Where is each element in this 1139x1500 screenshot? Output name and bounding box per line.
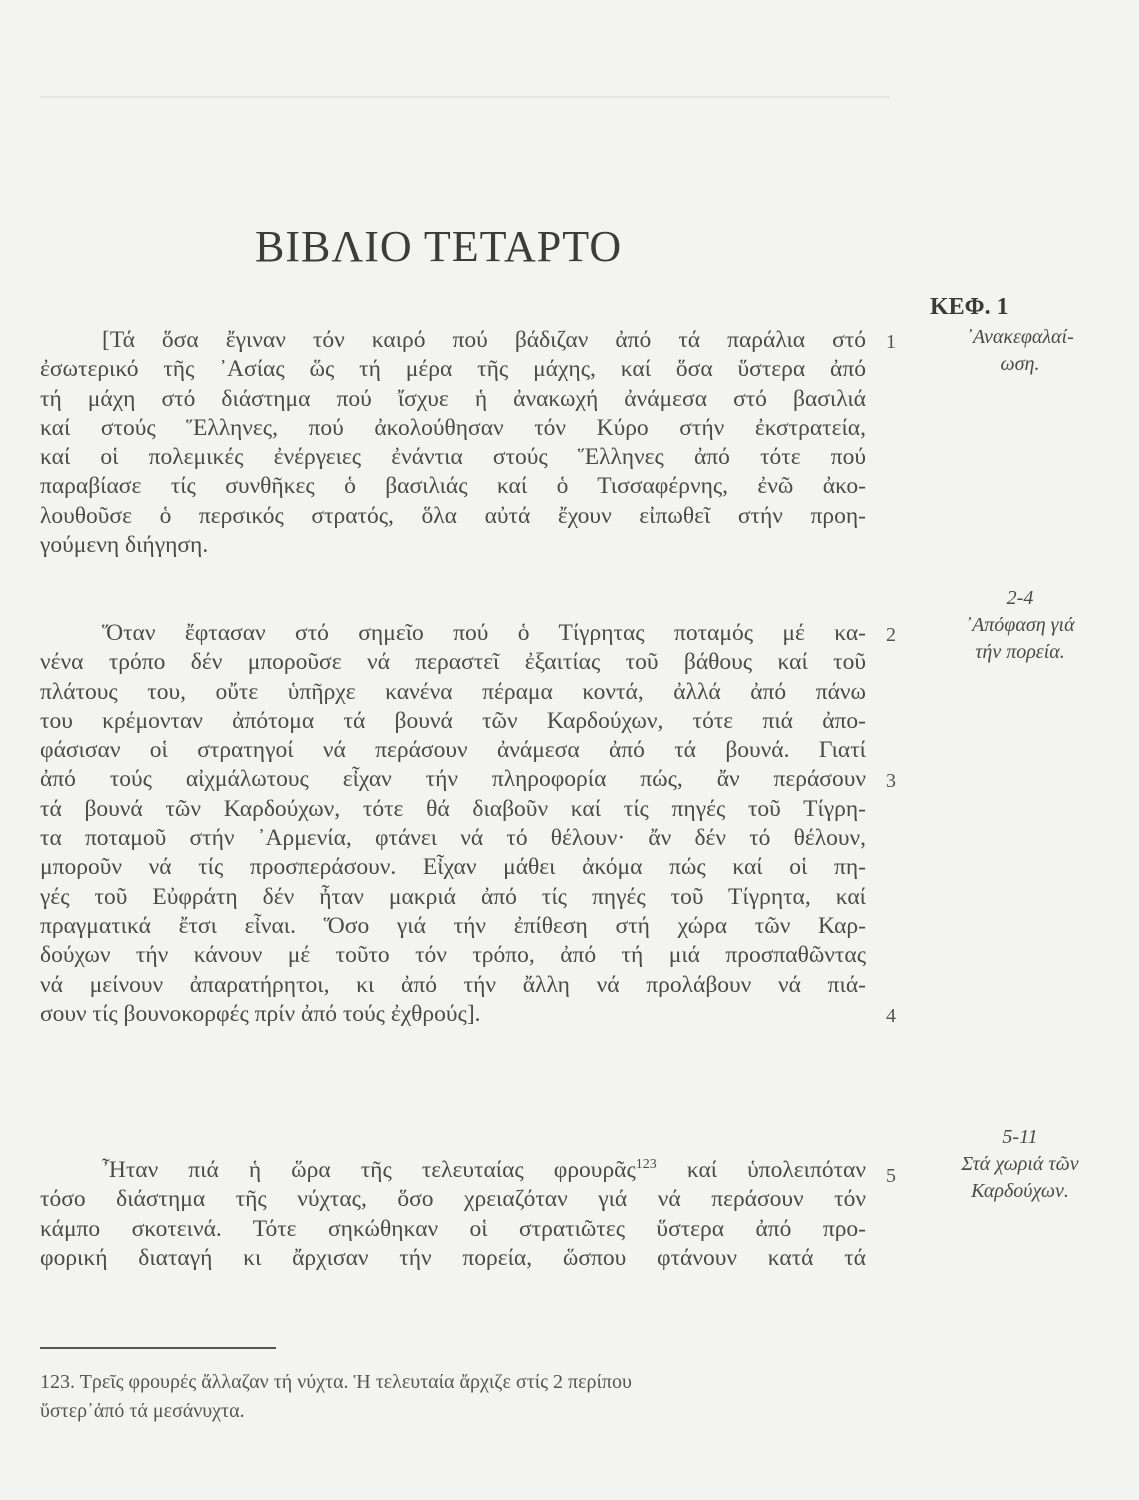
margin-note-range: 5-11 [1002,1126,1038,1148]
text-line: τά βουνά τῶν Καρδούχων, τότε θά διαβοῦν καί τίς πηγές τοῦ Τίγρη- [40,795,866,822]
text-line: Ὅταν ἔφτασαν στό σημεῖο πού ὁ Τίγρητας ποταμός μέ κα- [102,620,866,646]
verse-number: 2 [886,624,896,646]
footnote-reference[interactable]: 123 [635,1157,657,1173]
verse-number: 3 [886,770,896,792]
text-line: κάμπο σκοτεινά. Τότε σηκώθηκαν οἱ στρατιῶτες ὕστερα ἀπό προ- [40,1215,866,1242]
margin-note-summary [925,324,1115,378]
text-line [40,1156,866,1185]
paragraph-3 [40,1156,866,1273]
text-line: ἐσωτερικό τῆς ᾿Ασίας ὥς τή μέρα τῆς μάχης, καί ὅσα ὕστερα ἀπό [40,356,866,383]
text-line: νένα τρόπο δέν μποροῦσε νά περαστεῖ ἐξαιτίας τοῦ βάθους καί τοῦ [40,649,866,676]
chapter-label: ΚΕΦ. 1 [930,294,1009,320]
verse-number: 5 [886,1165,896,1187]
text-line: [Τά ὅσα ἔγιναν τόν καιρό πού βάδιζαν ἀπό τά παράλια στό [102,327,866,353]
margin-note-villages [925,1124,1115,1205]
book-title: ΒΙΒΛΙΟ ΤΕΤΑΡΤΟ [255,222,623,271]
text-line: καί στούς Ἕλληνες, πού ἀκολούθησαν τόν Κύρο στήν ἐκστρατεία, [40,414,866,441]
paragraph-1 [40,326,866,560]
margin-note-decision [925,585,1115,666]
margin-note-line: ωση. [1000,353,1040,375]
text-run: Ἦταν πιά ἡ ὥρα τῆς τελευταίας φρουρᾶς [102,1157,636,1183]
margin-note-line: ᾿Ανακεφαλαί- [966,326,1074,348]
margin-note-line: Στά χωριά τῶν [961,1153,1079,1175]
text-line: ἀπό τούς αἰχμάλωτους εἶχαν τήν πληροφορία πώς, ἄν περάσουν [40,766,866,793]
text-line: λουθοῦσε ὁ περσικός στρατός, ὅλα αὐτά ἔχουν εἰπωθεῖ στήν προη- [40,502,866,529]
margin-note-line: Καρδούχων. [971,1180,1069,1202]
margin-note-line: τήν πορεία. [975,641,1065,663]
footnote-line: ὕστερ᾿ἀπό τά μεσάνυχτα. [40,1400,245,1422]
text-run: καί ὑπολειπόταν [656,1157,866,1183]
text-line: του κρέμονταν ἀπότομα τά βουνά τῶν Καρδούχων, τότε πιά ἀπο- [40,707,866,734]
footnote-line: 123. Τρεῖς φρουρές ἄλλαζαν τή νύχτα. Ἡ τελευταία ἄρχιζε στίς 2 περίπου [40,1371,632,1393]
margin-note-range: 2-4 [1006,587,1034,609]
text-line: φορική διαταγή κι ἄρχισαν τήν πορεία, ὥσπου φτάνουν κατά τά [40,1244,866,1271]
text-line: δούχων τήν κάνουν μέ τοῦτο τόν τρόπο, ἀπό τή μιά προσπαθῶντας [40,942,866,969]
text-line: τα ποταμοῦ στήν ᾿Αρμενία, φτάνει νά τό θέλουν· ἄν δέν τό θέλουν, [40,825,866,852]
text-line: πλάτους του, οὔτε ὑπῆρχε κανένα πέραμα κοντά, ἀλλά ἀπό πάνω [40,678,866,705]
text-line: καί οἱ πολεμικές ἐνέργειες ἐνάντια στούς Ἕλληνες ἀπό τότε πού [40,444,866,471]
text-line: πραγματικά ἔτσι εἶναι. Ὅσο γιά τήν ἐπίθεση στή χώρα τῶν Καρ- [40,912,866,939]
text-line: τόσο διάστημα τῆς νύχτας, ὅσο χρειαζόταν γιά νά περάσουν τόν [40,1186,866,1213]
text-line: γούμενη διήγηση. [40,532,209,559]
verse-number: 4 [886,1005,896,1027]
bleed-through-rule [40,96,890,98]
footnote-divider [40,1347,276,1349]
verse-number: 1 [886,331,896,353]
text-line: σουν τίς βουνοκορφές πρίν ἀπό τούς ἐχθρούς]. [40,1000,481,1027]
margin-note-line: ᾿Απόφαση γιά [965,614,1075,636]
text-line: νά μείνουν ἀπαρατήρητοι, κι ἀπό τήν ἄλλη νά προλάβουν νά πιά- [40,971,866,998]
text-line: φάσισαν οἱ στρατηγοί νά περάσουν ἀνάμεσα ἀπό τά βουνά. Γιατί [40,737,866,764]
text-line: παραβίασε τίς συνθῆκες ὁ βασιλιάς καί ὁ Τισσαφέρνης, ἐνῶ ἀκο- [40,473,866,500]
text-line: γές τοῦ Εὐφράτη δέν ἦταν μακριά ἀπό τίς πηγές τοῦ Τίγρητα, καί [40,883,866,910]
footnote [40,1368,866,1426]
text-line: μποροῦν νά τίς προσπεράσουν. Εἶχαν μάθει ἀκόμα πώς καί οἱ πη- [40,854,866,881]
paragraph-2 [40,619,866,1029]
text-line: τή μάχη στό διάστημα πού ἴσχυε ἡ ἀνακωχή ἀνάμεσα στό βασιλιά [40,385,866,412]
